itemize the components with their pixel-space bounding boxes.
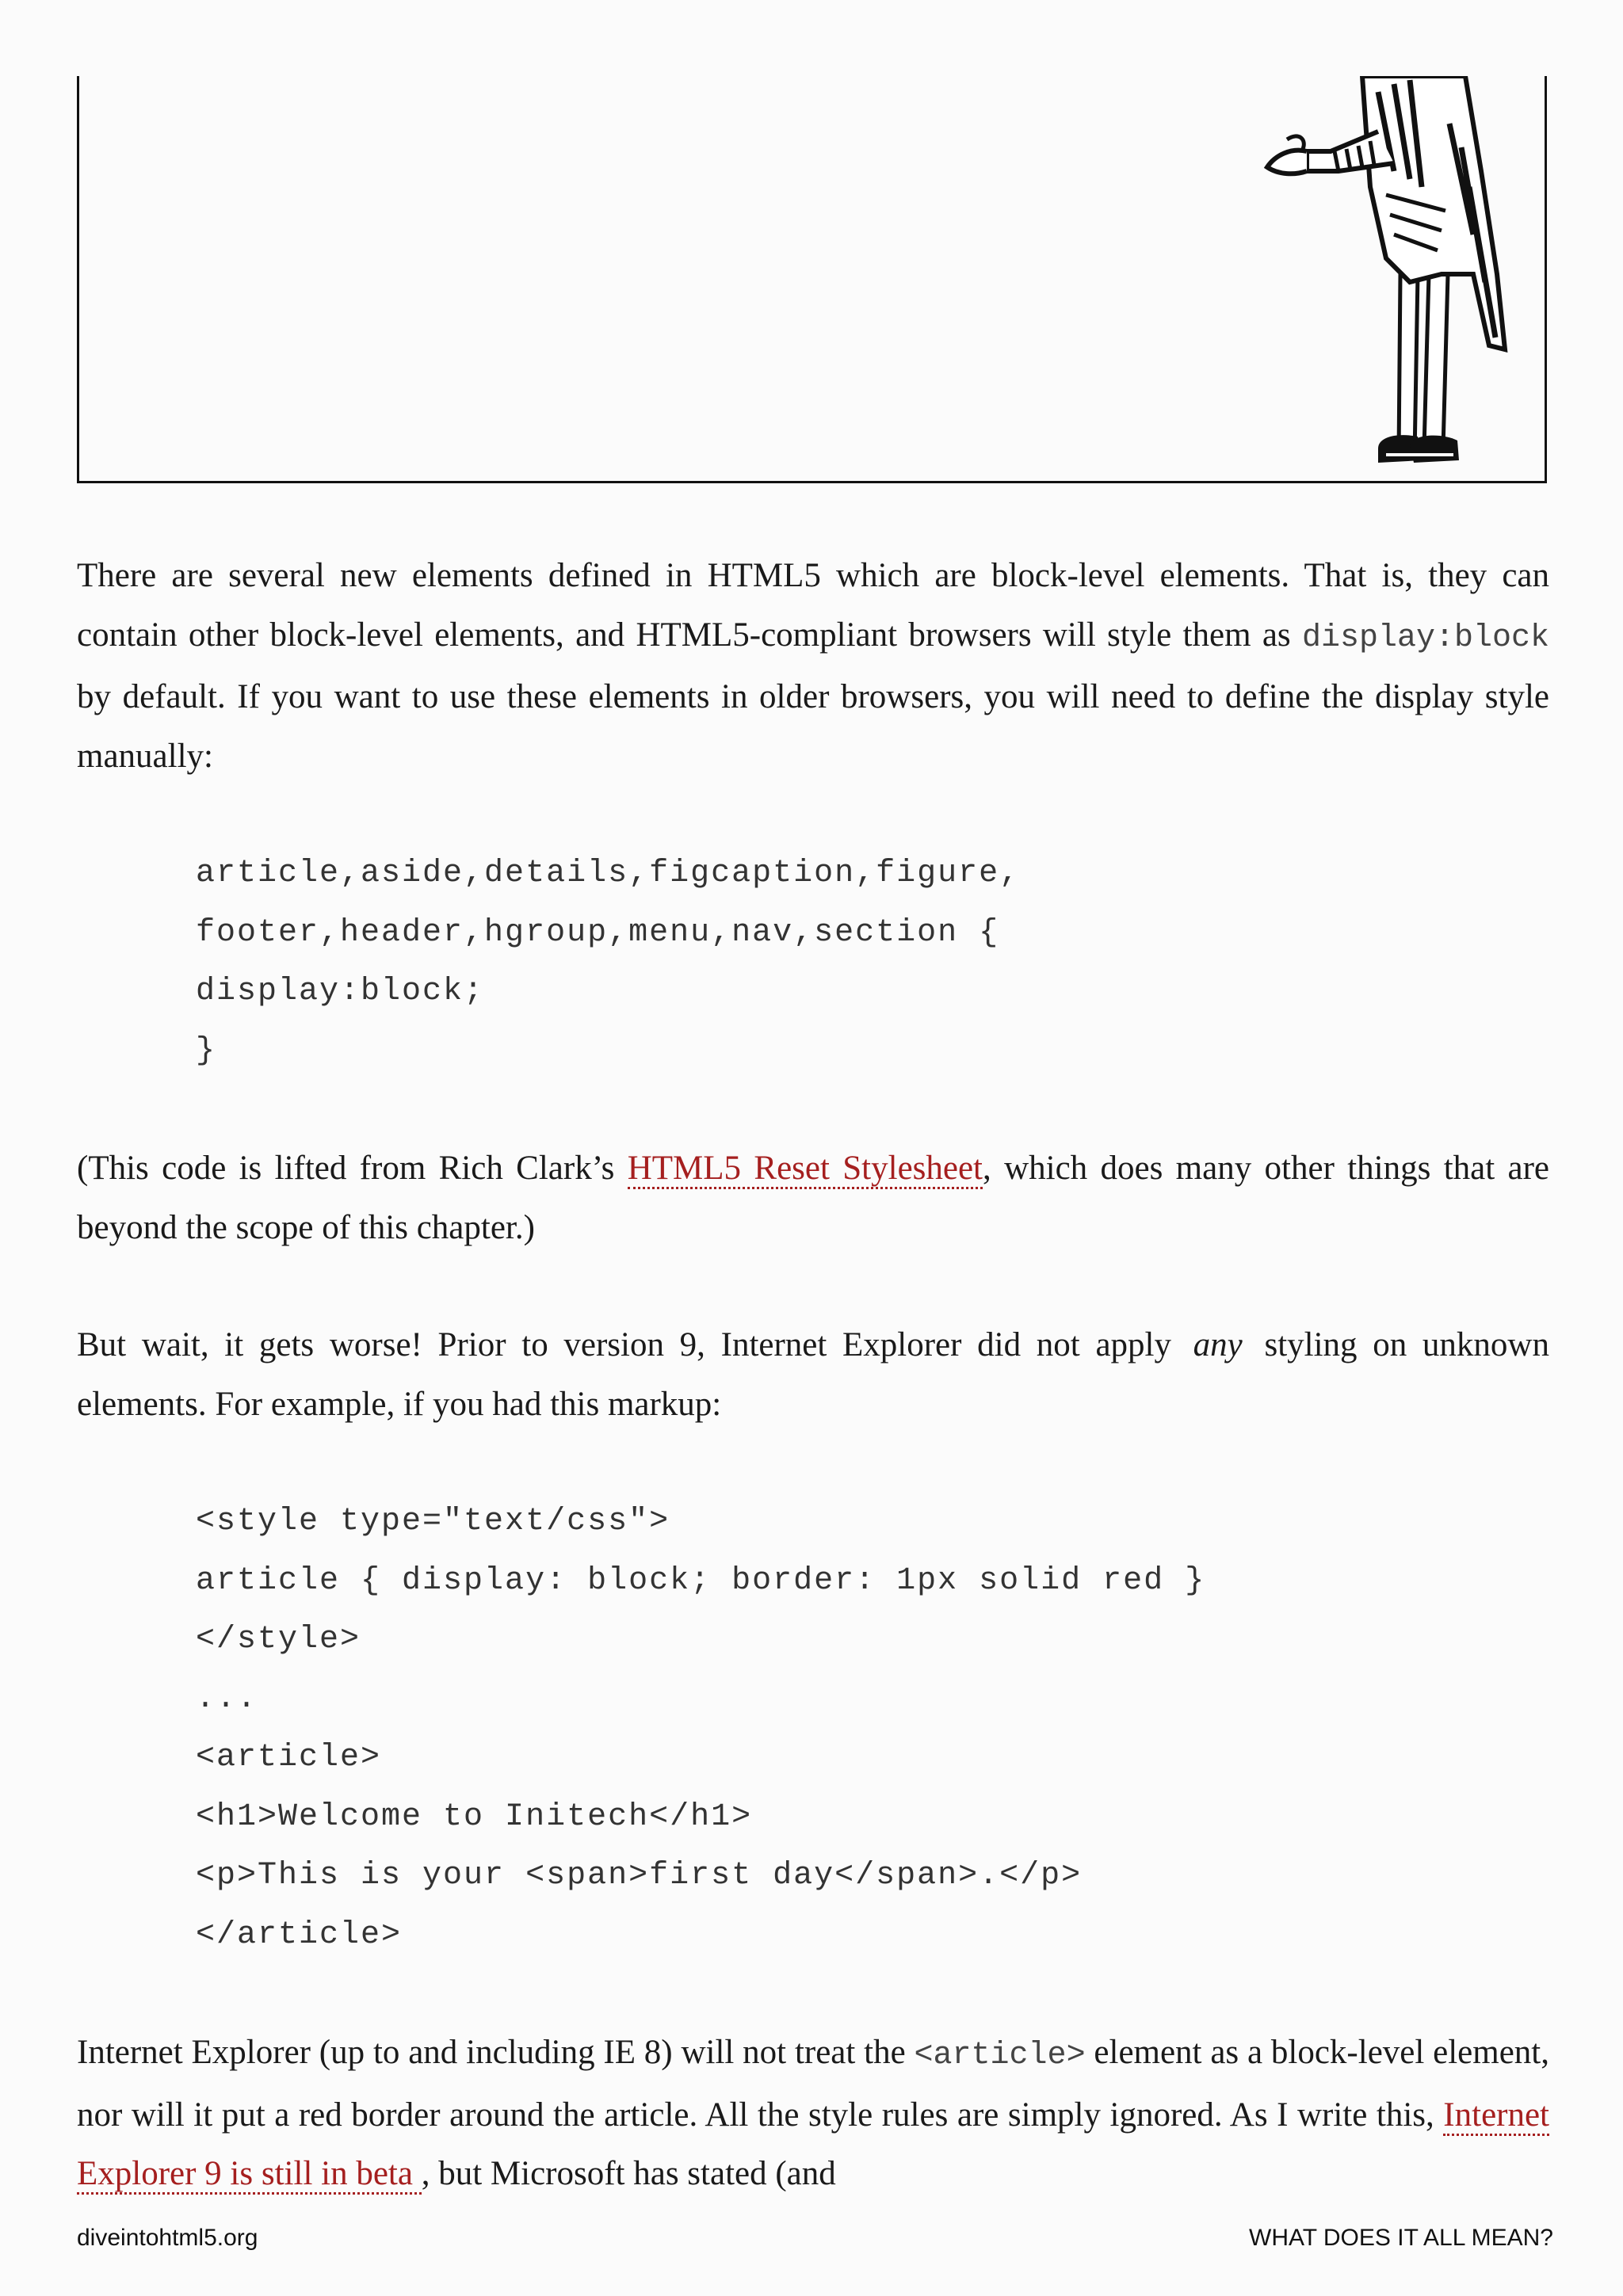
code-line: </article> bbox=[196, 1917, 403, 1953]
paragraph-reset-stylesheet bbox=[77, 1139, 1549, 1257]
paragraph-gets-worse bbox=[77, 1316, 1549, 1434]
code-line: <h1>Welcome to Initech</h1> bbox=[196, 1798, 753, 1835]
inline-code-display-block: display:block bbox=[1301, 620, 1549, 656]
paragraph-block-elements bbox=[77, 547, 1549, 786]
code-line: footer,header,hgroup,menu,nav,section { bbox=[196, 914, 1000, 951]
footer-site-name: diveintohtml5.org bbox=[77, 2225, 258, 2251]
paragraph-text: , but Microsoft has stated (and bbox=[421, 2155, 836, 2192]
paragraph-text: element as a block-level element, nor will it put a red border around the article. All the style rules are simply ignored. As I write this, bbox=[77, 2034, 1549, 2134]
emphasis-any: any bbox=[1193, 1326, 1243, 1363]
code-line: ... bbox=[196, 1680, 258, 1717]
code-line: <p>This is your <span>first day</span>.</p> bbox=[196, 1858, 1083, 1894]
butler-illustration-icon bbox=[1259, 76, 1521, 480]
code-line: </style> bbox=[196, 1622, 361, 1657]
paragraph-text: by default. If you want to use these elements in older browsers, you will need to define the display style manually: bbox=[77, 678, 1549, 775]
paragraph-text: But wait, it gets worse! Prior to version 9, Internet Explorer did not apply bbox=[77, 1326, 1187, 1363]
code-block-markup bbox=[77, 1493, 1549, 1965]
code-block-css bbox=[77, 845, 1549, 1081]
code-line: display:block; bbox=[196, 974, 485, 1009]
inline-code-article: <article> bbox=[914, 2038, 1086, 2073]
footer-chapter-title: WHAT DOES IT ALL MEAN? bbox=[1249, 2225, 1553, 2251]
figure-frame bbox=[77, 76, 1547, 483]
page-content bbox=[77, 547, 1549, 2204]
code-line: article,aside,details,figcaption,figure, bbox=[196, 856, 1021, 891]
code-line: article { display: block; border: 1px solid red } bbox=[196, 1562, 1206, 1599]
paragraph-text: (This code is lifted from Rich Clark’s bbox=[77, 1150, 628, 1187]
paragraph-text: styling on unknown elements. For example, if you had this markup: bbox=[77, 1326, 1549, 1423]
paragraph-text: , which does many other things that are beyond the scope of this chapter.) bbox=[77, 1150, 1550, 1246]
code-line: <style type="text/css"> bbox=[196, 1504, 670, 1539]
paragraph-ie8 bbox=[77, 2023, 1549, 2204]
paragraph-text: There are several new elements defined in HTML5 which are block-level elements. That is, they can contain other block-level elements, and HTML5-compliant browsers will style them as bbox=[77, 557, 1549, 654]
html5-reset-stylesheet-link[interactable]: HTML5 Reset Stylesheet bbox=[628, 1150, 983, 1189]
paragraph-text: Internet Explorer (up to and including IE 8) will not treat the bbox=[77, 2034, 915, 2071]
code-line: <article> bbox=[196, 1740, 382, 1775]
ie9-beta-link[interactable]: Internet Explorer 9 is still in beta bbox=[77, 2096, 1549, 2195]
code-line: } bbox=[196, 1032, 217, 1069]
